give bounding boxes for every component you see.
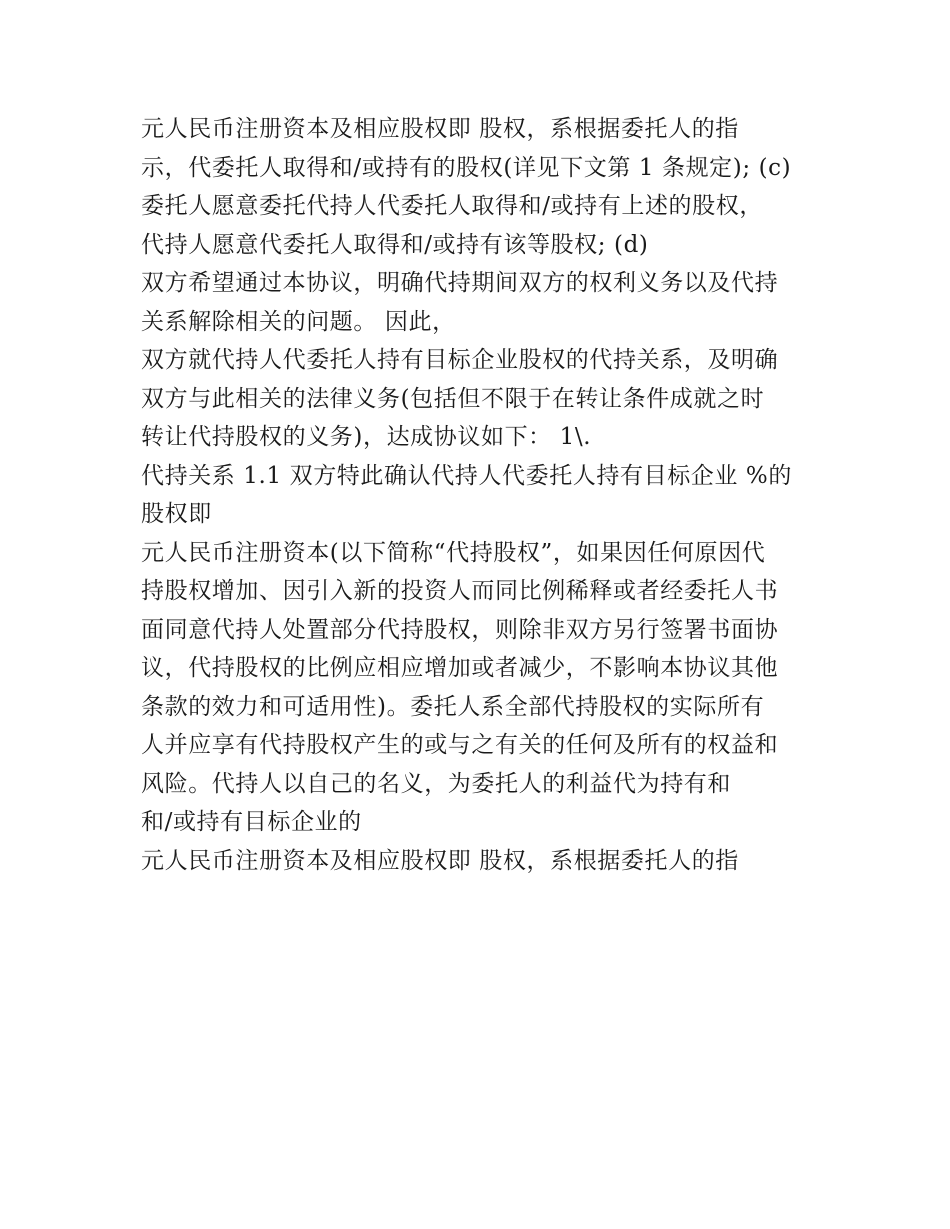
text-line: 条款的效力和可适用性)。委托人系全部代持股权的实际所有 — [141, 693, 765, 720]
text-line: 风险。代持人以自己的名义，为委托人的利益代为持有和 — [141, 770, 731, 797]
text-line: 转让代持股权的义务)，达成协议如下： 1\. — [141, 424, 592, 450]
document-body — [141, 110, 821, 880]
text-line: 代持人愿意代委托人取得和/或持有该等股权; (d) — [141, 231, 649, 258]
text-line: 示，代委托人取得和/或持有的股权(详见下文第 1 条规定); (c) — [141, 154, 792, 181]
text-line: 议，代持股权的比例应相应增加或者减少，不影响本协议其他 — [141, 655, 779, 681]
text-line: 人并应享有代持股权产生的或与之有关的任何及所有的权益和 — [141, 732, 779, 758]
text-line: 代持关系 1.1 双方特此确认代持人代委托人持有目标企业 %的 — [141, 462, 792, 489]
text-line: 元人民币注册资本(以下简称“代持股权”，如果因任何原因代 — [141, 539, 766, 566]
text-line: 和/或持有目标企业的 — [141, 809, 362, 835]
text-line: 委托人愿意委托代持人代委托人取得和/或持有上述的股权， — [141, 193, 763, 219]
text-line: 面同意代持人处置部分代持股权，则除非双方另行签署书面协 — [141, 616, 779, 643]
text-line: 股权即 — [141, 501, 212, 527]
text-line: 双方希望通过本协议，明确代持期间双方的权利义务以及代持 — [141, 270, 779, 296]
text-line: 双方与此相关的法律义务(包括但不限于在转让条件成就之时 — [141, 385, 765, 412]
text-line: 元人民币注册资本及相应股权即 股权，系根据委托人的指 — [141, 847, 739, 874]
text-line: 双方就代持人代委托人持有目标企业股权的代持关系，及明确 — [141, 347, 779, 373]
text-line: 关系解除相关的问题。 因此， — [141, 308, 456, 335]
text-line: 元人民币注册资本及相应股权即 股权，系根据委托人的指 — [141, 116, 739, 142]
text-line: 持股权增加、因引入新的投资人而同比例稀释或者经委托人书 — [141, 578, 779, 604]
